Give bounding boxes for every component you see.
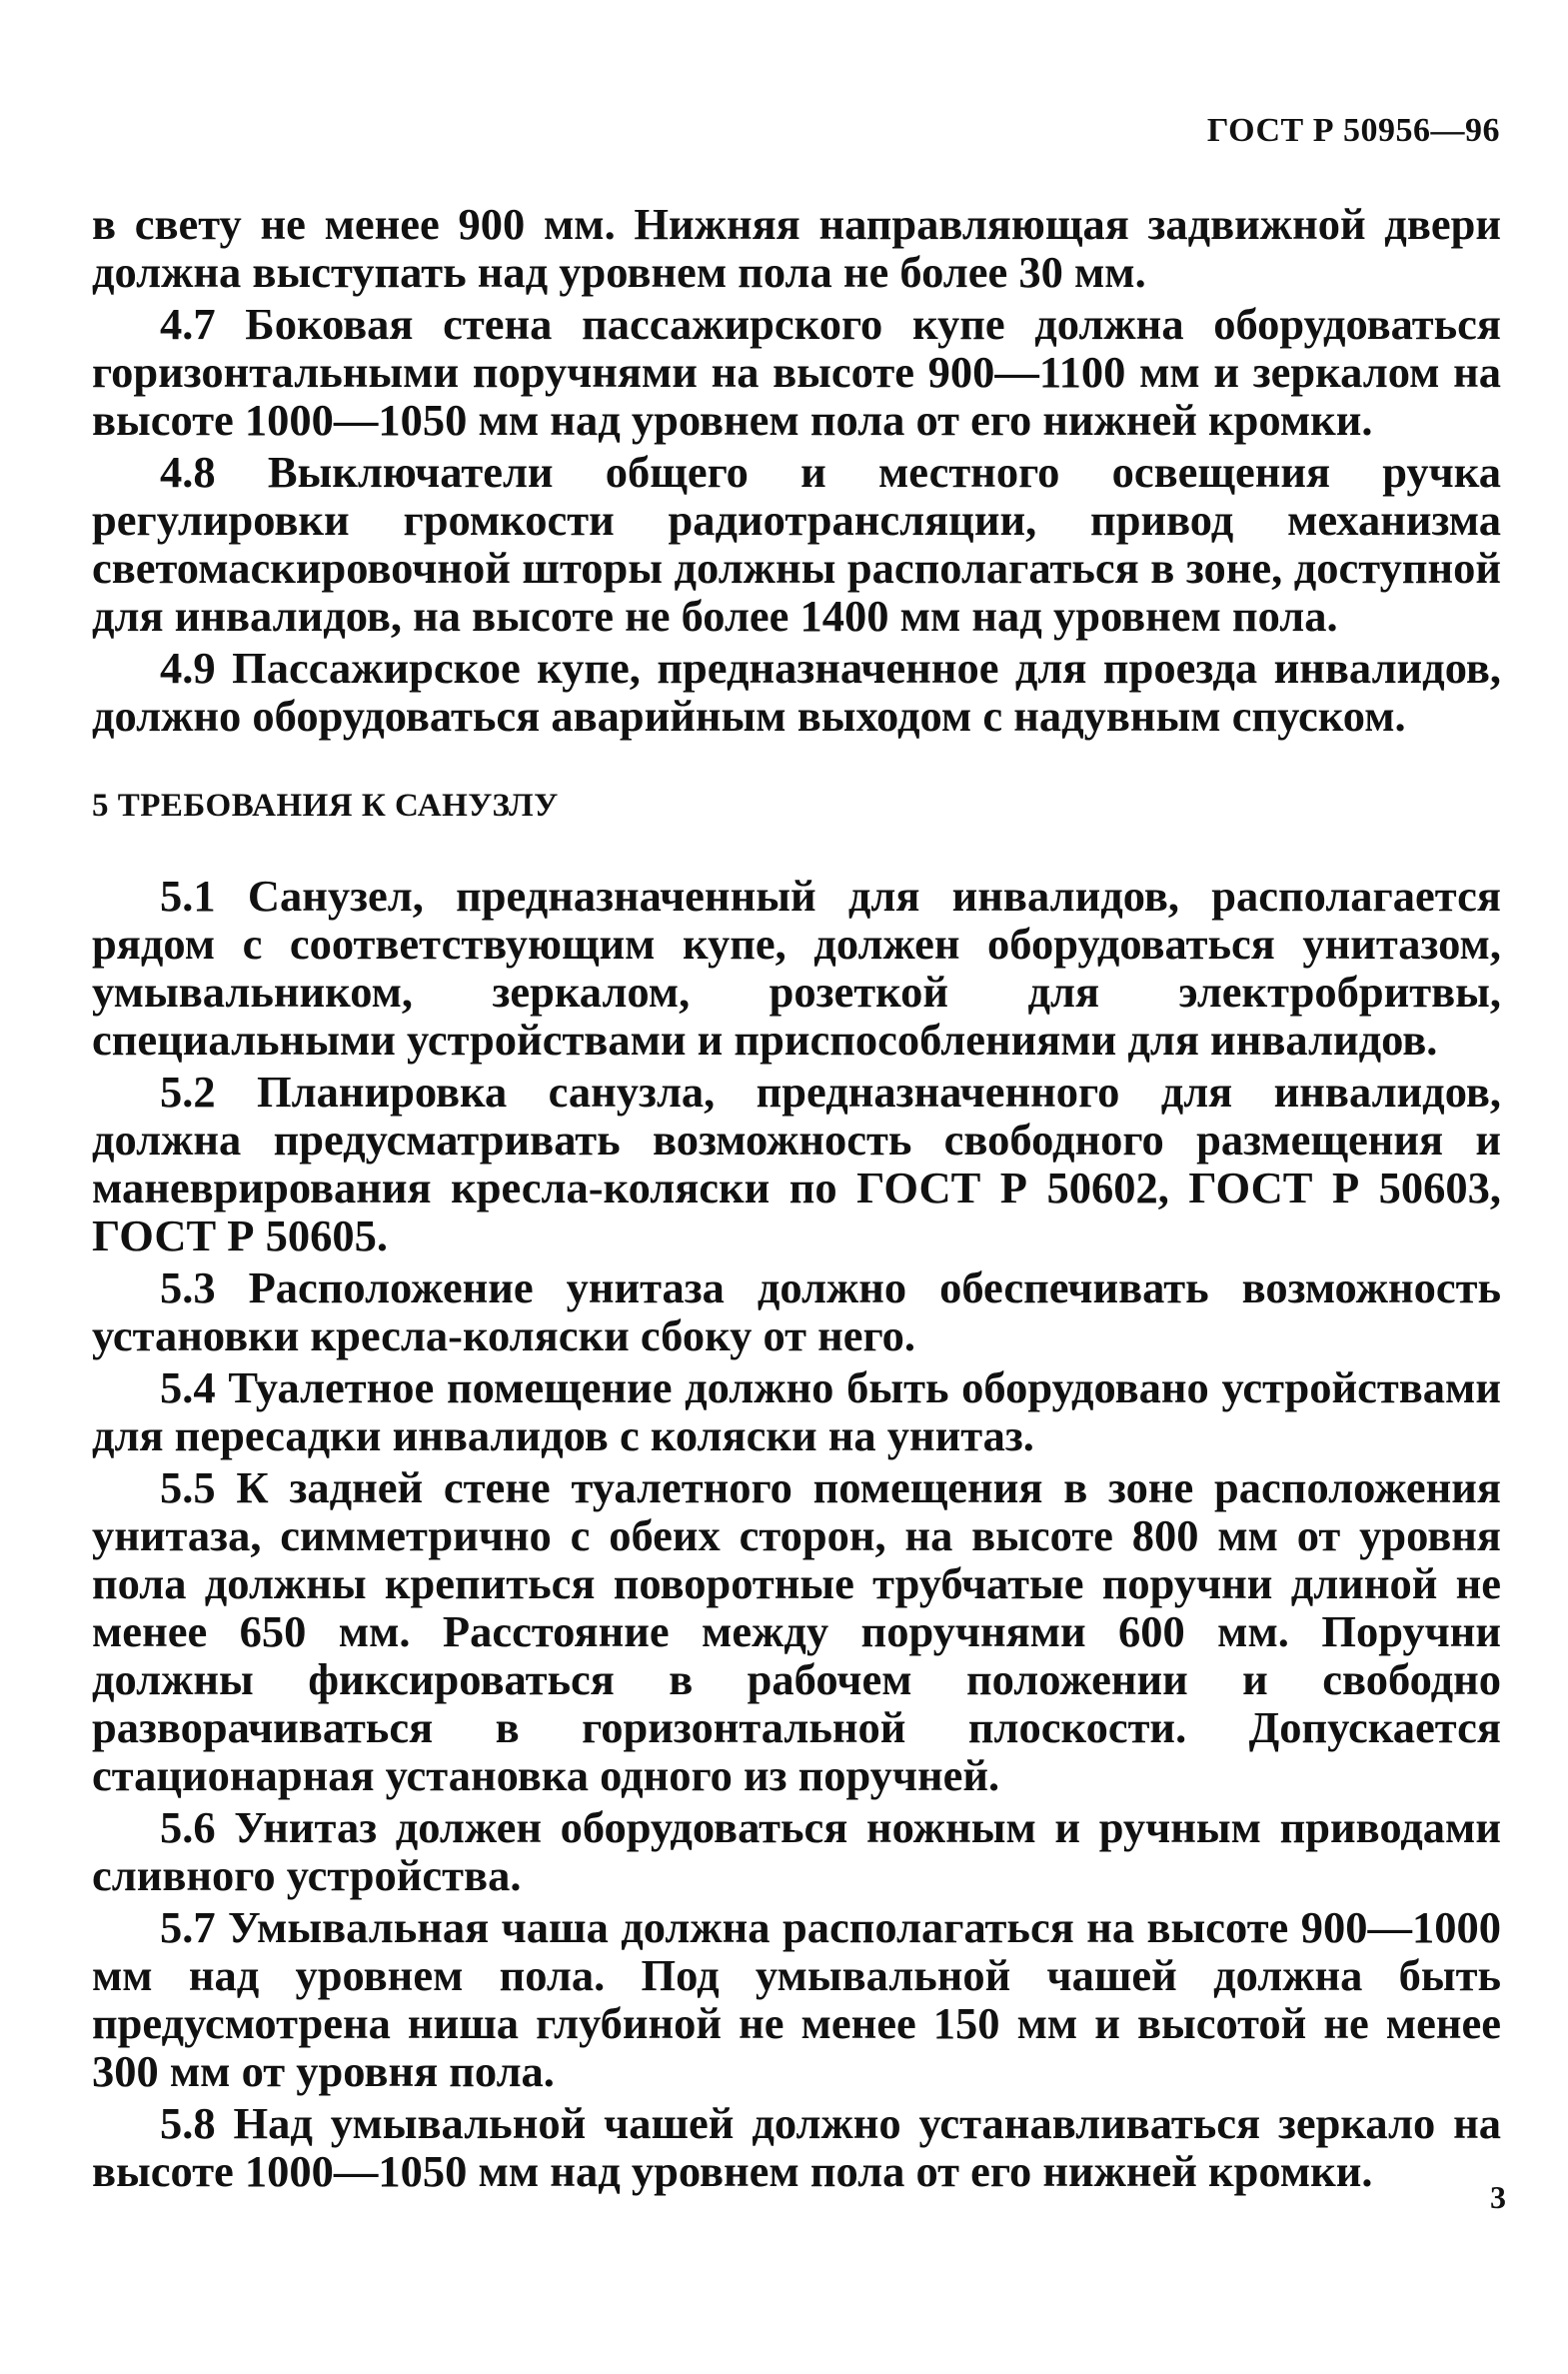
- page-number: 3: [1490, 2179, 1506, 2215]
- document-body: [92, 200, 1501, 2199]
- paragraph-4-9: 4.9 Пассажирское купе, предназначенное для проезда инвалидов, должно оборудоваться аварийным выходом с надувным спуском.: [92, 643, 1501, 741]
- paragraph-5-2: 5.2 Планировка санузла, предназначенного для инвалидов, должна предусматривать возможность свободного размещения и маневрирования кресла-коляски по ГОСТ Р 50602, ГОСТ Р 50603, ГОСТ Р 50605.: [92, 1067, 1501, 1260]
- paragraph-5-6: 5.6 Унитаз должен оборудоваться ножным и ручным приводами сливного устройства.: [92, 1802, 1501, 1900]
- document-code-header: ГОСТ Р 50956—96: [1206, 112, 1500, 149]
- paragraph-5-5: 5.5 К задней стене туалетного помещения в зоне расположения унитаза, симметрично с обеих сторон, на высоте 800 мм от уровня пола должны крепиться поворотные трубчатые поручни длиной не менее 650 мм. Расстояние между поручнями 600 мм. Поручни должны фиксироваться в рабочем положении и свободно разворачиваться в горизонтальной плоскости. Допускается стационарная установка одного из поручней.: [92, 1462, 1501, 1800]
- paragraph-5-7: 5.7 Умывальная чаша должна располагаться на высоте 900—1000 мм над уровнем пола. Под умывальной чашей должна быть предусмотрена ниша глубиной не менее 150 мм и высотой не менее 300 мм от уровня пола.: [92, 1902, 1501, 2096]
- paragraph-4-7: 4.7 Боковая стена пассажирского купе должна оборудоваться горизонтальными поручнями на высоте 900—1100 мм и зеркалом на высоте 1000—1050 мм над уровнем пола от его нижней кромки.: [92, 299, 1501, 445]
- paragraph-5-3: 5.3 Расположение унитаза должно обеспечивать возможность установки кресла-коляски сбоку от него.: [92, 1262, 1501, 1360]
- paragraph-5-4: 5.4 Туалетное помещение должно быть оборудовано устройствами для пересадки инвалидов с коляски на унитаз.: [92, 1362, 1501, 1460]
- section-heading-5: 5 ТРЕБОВАНИЯ К САНУЗЛУ: [92, 788, 559, 824]
- paragraph-continuation: в свету не менее 900 мм. Нижняя направляющая задвижной двери должна выступать над уровнем пола не более 30 мм.: [92, 199, 1501, 297]
- paragraph-4-8: 4.8 Выключатели общего и местного освещения ручка регулировки громкости радиотрансляции, привод механизма светомаскировочной шторы должны располагаться в зоне, доступной для инвалидов, на высоте не более 1400 мм над уровнем пола.: [92, 447, 1501, 641]
- paragraph-5-8: 5.8 Над умывальной чашей должно устанавливаться зеркало на высоте 1000—1050 мм над уровнем пола от его нижней кромки.: [92, 2098, 1501, 2196]
- paragraph-5-1: 5.1 Санузел, предназначенный для инвалидов, располагается рядом с соответствующим купе, должен оборудоваться унитазом, умывальником, зеркалом, розеткой для электробритвы, специальными устройствами и приспособлениями для инвалидов.: [92, 871, 1501, 1065]
